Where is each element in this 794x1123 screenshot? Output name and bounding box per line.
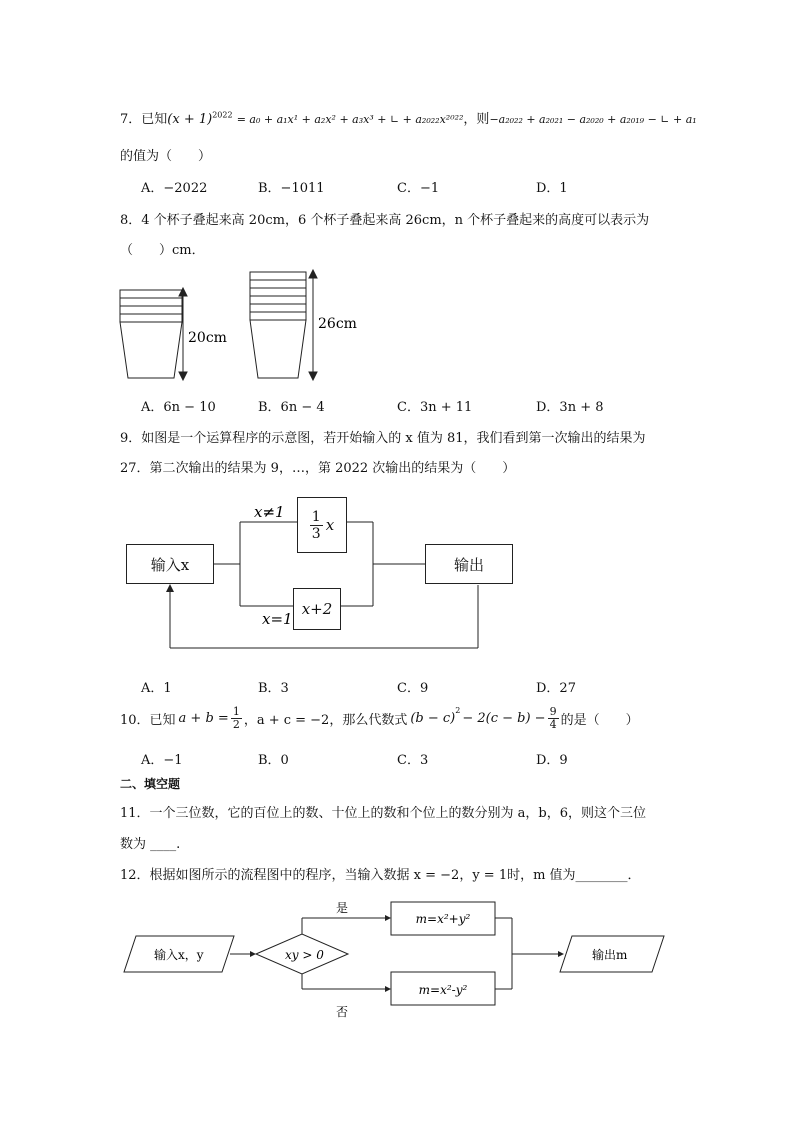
q11-line2: 数为 ____. [120,837,181,852]
q8-cups-figure [110,266,370,386]
feedback-arrowhead [166,584,174,592]
q9-cond-bottom: x=1 [262,610,293,628]
q8-height-b: 26cm [318,316,357,332]
q12-top-formula: m=x²+y² [415,912,471,926]
q9-option-a: A．1 [141,681,172,696]
q10-option-b: B．0 [258,753,289,768]
q9-op-top-var: x [325,516,335,534]
q9-op-top-num: 1 [311,508,321,525]
q9-input-label: 输入x [150,555,190,574]
q10-option-a: A．−1 [141,753,183,768]
q7-target: −a₂₀₂₂ + a₂₀₂₁ − a₂₀₂₀ + a₂₀₁₉ − ∟ + a₁ [489,113,697,126]
q8-height-a: 20cm [188,330,227,346]
q9-line1: 9．如图是一个运算程序的示意图，若开始输入的 x 值为 81，我们看到第一次输出的结果为 [120,431,646,446]
q8-line2: （ ）cm． [120,243,205,258]
q7-line2: 的值为（ ） [120,149,212,164]
q10-post: 的是（ ） [560,713,639,728]
q12-bottom-formula: m=x²-y² [418,983,468,997]
q7-option-a: A．−2022 [141,181,208,196]
cup-stack-a [120,290,182,378]
q8-option-c: C．3n + 11 [397,400,473,415]
q7-option-d: D．1 [536,181,568,196]
q10-line [120,706,639,731]
q9-input-box [126,544,214,584]
q8-option-a: A．6n − 10 [141,400,216,415]
q7-number: 7．已知 [120,112,168,127]
q9-op-bottom-box [293,588,341,630]
q10-eq1-lhs: a + b = [178,711,229,726]
q8-option-d: D．3n + 8 [536,400,604,415]
q12-line: 12．根据如图所示的流程图中的程序，当输入数据 x = −2，y = 1时，m 值为________． [120,868,641,883]
q9-line2: 27．第二次输出的结果为 9，…，第 2022 次输出的结果为（ ） [120,461,516,476]
q7-line1 [120,108,697,127]
q8-line1: 8．4 个杯子叠起来高 20cm，6 个杯子叠起来高 26cm，n 个杯子叠起来的高度可以表示为 [120,213,650,228]
q10-expr1-exp: 2 [455,706,461,715]
q9-option-b: B．3 [258,681,289,696]
q7-formula-rhs: = a₀ + a₁x¹ + a₂x² + a₃x³ + ∟ + a₂₀₂₂x²⁰²² [236,113,464,126]
q12-no: 否 [336,1005,349,1019]
cup-stack-b [250,272,306,378]
q8-option-b: B．6n − 4 [258,400,325,415]
q9-output-label: 输出 [453,555,484,574]
q10-option-d: D．9 [536,753,568,768]
q7-formula-lhs: (x + 1) [167,112,213,127]
q10-expr-num: 9 [549,705,557,718]
q12-cond: xy > 0 [285,948,324,962]
q12-flowchart [120,896,680,1026]
q10-expr-den: 4 [549,718,557,731]
arrow-26cm [309,270,317,380]
q10-expr1: (b − c) [410,711,456,726]
q11-line1: 11．一个三位数，它的百位上的数、十位上的数和个位上的数分别为 a，b，6，则这个三位 [120,806,647,821]
q10-option-c: C．3 [397,753,429,768]
q9-cond-top: x≠1 [254,503,285,521]
q10-pre: 10．已知 [120,713,176,728]
q7-option-c: C．−1 [397,181,440,196]
q9-op-bottom: x+2 [301,600,333,618]
q12-yes: 是 [336,901,349,915]
q10-eq1-num: 1 [232,705,240,718]
section-title: 二、填空题 [120,777,181,791]
q7-option-b: B．−1011 [258,181,325,196]
q9-output-box [425,544,513,584]
q9-option-d: D．27 [536,681,576,696]
q10-eq1-den: 2 [232,718,240,731]
q10-expr2: − 2(c − b) − [462,711,546,726]
q7-then: ，则 [463,112,490,127]
q12-output-label: 输出m [592,948,628,962]
q12-input-label: 输入x，y [154,948,204,962]
q9-op-top-den: 3 [311,525,321,542]
q9-op-top-box [297,497,347,553]
q7-formula-exp: 2022 [212,110,233,120]
q10-eq2: ，a + c = −2，那么代数式 [243,713,408,728]
q9-option-c: C．9 [397,681,429,696]
